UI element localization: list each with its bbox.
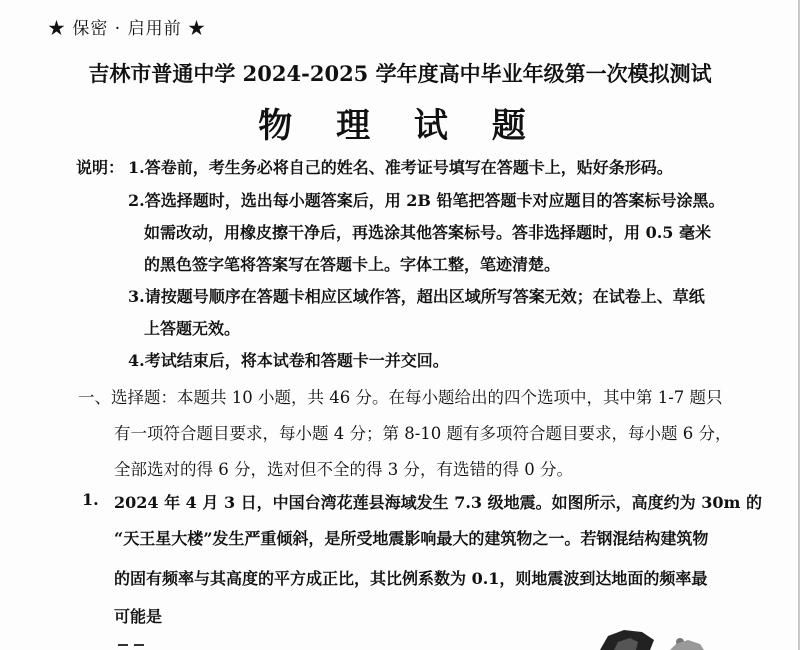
instruction-item-2-cont-a: 如需改动，用橡皮擦干净后，再选涂其他答案标号。答非选择题时，用 0.5 毫米 [144, 223, 711, 242]
instruction-item-3: 3.请按题号顺序在答题卡相应区域作答，超出区域所写答案无效；在试卷上、草纸 [128, 287, 705, 306]
question-text-2: “天王星大楼”发生严重倾斜，是所受地震影响最大的建筑物之一。若钢混结构建筑物 [114, 529, 709, 548]
building-figure-fragment [596, 626, 716, 650]
section-text-2: 有一项符合题目要求，每小题 4 分；第 8-10 题有多项符合题目要求，每小题 6 分， [114, 424, 732, 443]
instruction-item-2: 2.答选择题时，选出每小题答案后，用 2B 铅笔把答题卡对应题目的答案标号涂黑。 [128, 191, 725, 210]
question-text-3: 的固有频率与其高度的平方成正比，其比例系数为 0.1，则地震波到达地面的频率最 [114, 569, 708, 588]
instruction-item-4: 4.考试结束后，将本试卷和答题卡一并交回。 [128, 351, 449, 370]
instruction-item-1: 1.答卷前，考生务必将自己的姓名、准考证号填写在答题卡上，贴好条形码。 [128, 158, 673, 177]
section-text-3: 全部选对的得 6 分，选对但不全的得 3 分，有选错的得 0 分。 [114, 460, 573, 479]
secret-label: ★ 保密 · 启用前 ★ [48, 19, 207, 39]
section-heading: 一、选择题：本题共 10 小题，共 46 分。在每小题给出的四个选项中，其中第 1-7 题只 [78, 388, 723, 407]
cutoff-text-marks [118, 640, 158, 650]
question-text-4: 可能是 [114, 607, 163, 626]
instruction-item-3-cont: 上答题无效。 [144, 319, 241, 338]
question-number: 1. [82, 490, 99, 509]
subject-title: 物 理 试 题 [258, 106, 542, 146]
instruction-item-2-cont-b: 的黑色签字笔将答案写在答题卡上。字体工整，笔迹清楚。 [144, 255, 561, 274]
instructions-label: 说明： [76, 158, 125, 177]
exam-title: 吉林市普通中学 2024-2025 学年度高中毕业年级第一次模拟测试 [88, 61, 712, 86]
question-text-1: 2024 年 4 月 3 日，中国台湾花莲县海域发生 7.3 级地震。如图所示，高度约为 30m 的 [114, 493, 762, 512]
